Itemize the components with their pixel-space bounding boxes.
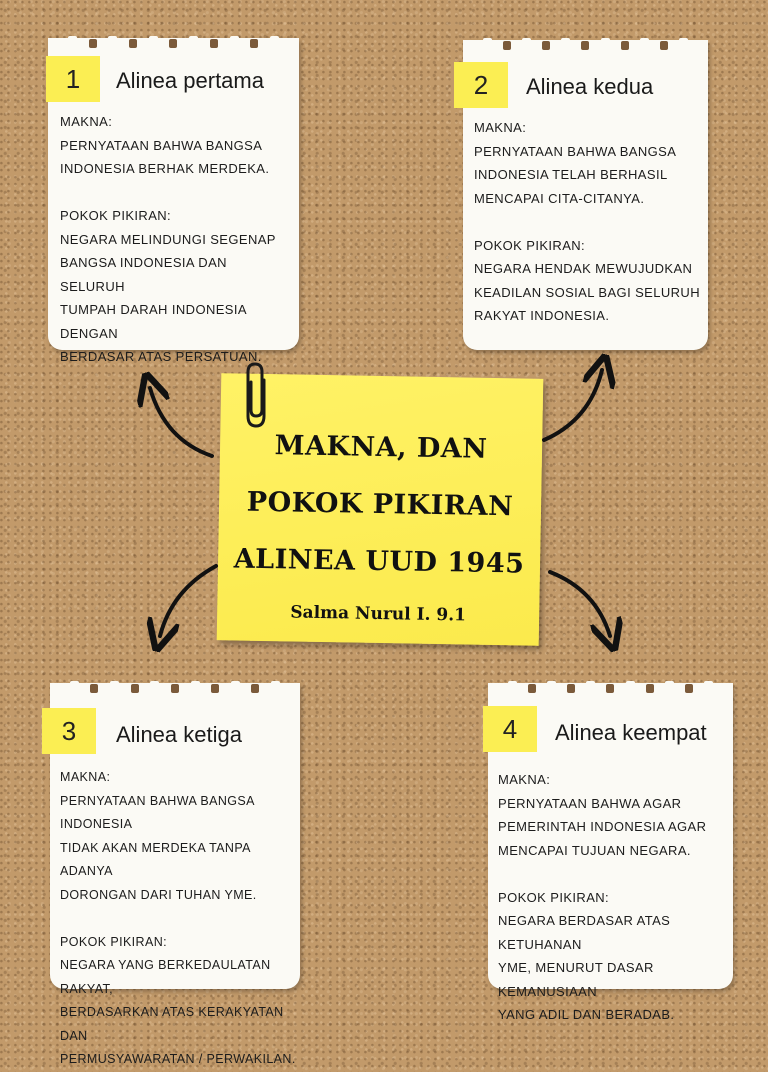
author-label: Salma Nurul I. 9.1 — [290, 602, 467, 626]
binder-holes — [50, 673, 300, 693]
card-body: MAKNA: PERNYATAAN BAHWA BANGSA INDONESIA TELAH BERHASIL MENCAPAI CITA-CITANYA. POKOK PIKIRAN: NEGARA HENDAK MEWUJUDKAN KEADILAN SOSIAL BAGI SELURUH RAKYAT INDONESIA. — [474, 120, 701, 323]
card-number-badge: 3 — [42, 708, 96, 754]
binder-holes — [463, 30, 708, 50]
card-heading: Alinea pertama — [116, 68, 264, 93]
card-number-badge: 1 — [46, 56, 100, 102]
card-heading: Alinea keempat — [555, 720, 707, 745]
title-line-3: ALINEA UUD 1945 — [233, 543, 525, 580]
card-number-badge: 2 — [454, 62, 508, 108]
paperclip-icon — [238, 360, 278, 430]
title-line-2: POKOK PIKIRAN — [246, 486, 514, 523]
arrow-icon — [550, 572, 610, 636]
card-number-badge: 4 — [483, 706, 537, 752]
card-body: MAKNA: PERNYATAAN BAHWA AGAR PEMERINTAH INDONESIA AGAR MENCAPAI TUJUAN NEGARA. POKOK PIKIRAN: NEGARA BERDASAR ATAS KETUHANAN YME, MENURUT DASAR KEMANUSIAAN YANG ADIL DAN BERADAB. — [498, 772, 707, 1022]
title-line-1: MAKNA, DAN — [274, 430, 488, 465]
binder-holes — [48, 28, 299, 48]
arrow-icon — [544, 370, 602, 440]
card-heading: Alinea ketiga — [116, 722, 242, 747]
card-heading: Alinea kedua — [526, 74, 654, 99]
card-body: MAKNA: PERNYATAAN BAHWA BANGSA INDONESIA BERHAK MERDEKA. POKOK PIKIRAN: NEGARA MELINDUNGI SEGENAP BANGSA INDONESIA DAN SELURUH TUMPAH DARAH INDONESIA DENGAN BERDASAR ATAS PERSATUAN. — [60, 114, 276, 364]
binder-holes — [488, 673, 733, 693]
arrow-icon — [160, 566, 216, 636]
card-body: MAKNA: PERNYATAAN BAHWA BANGSA INDONESIA TIDAK AKAN MERDEKA TANPA ADANYA DORONGAN DARI TUHAN YME. POKOK PIKIRAN: NEGARA YANG BERKEDAULATAN RAKYAT, BERDASARKAN ATAS KERAKYATAN DAN PERMUSYAWARATAN / PERWAKILAN. — [60, 770, 296, 1066]
arrow-icon — [150, 388, 212, 456]
